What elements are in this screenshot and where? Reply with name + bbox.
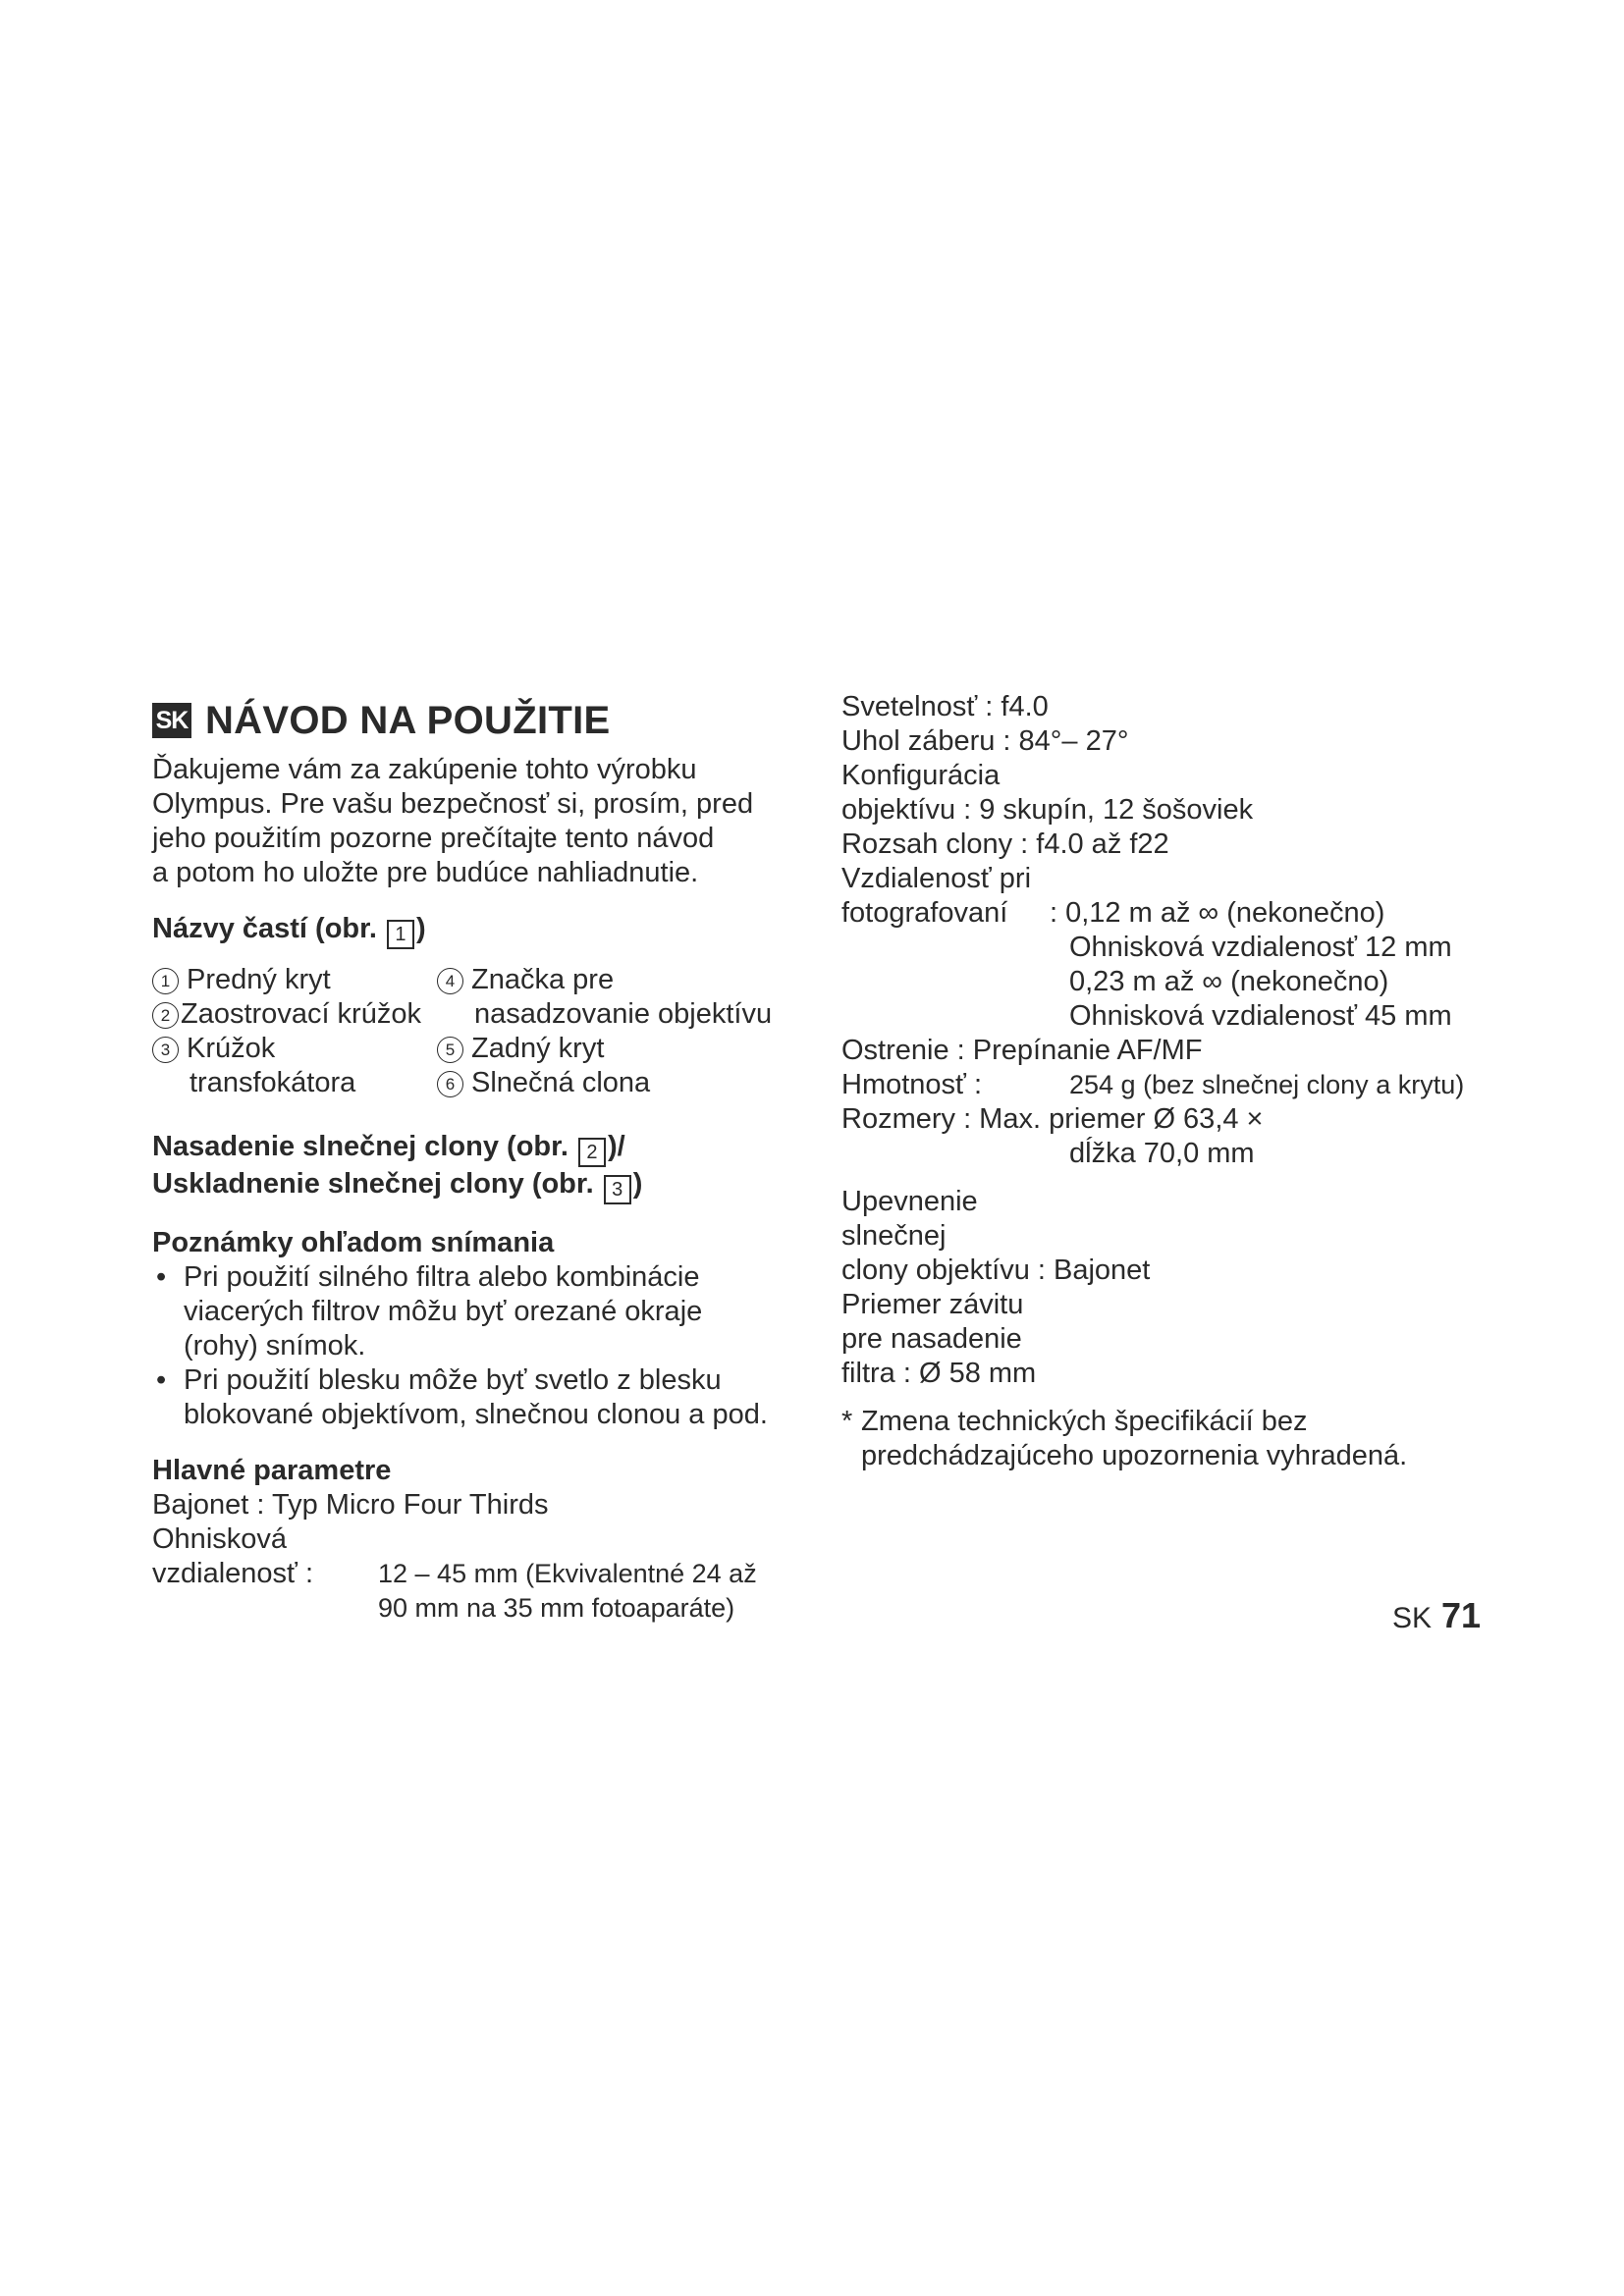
spec-filter: filtra : Ø 58 mm <box>841 1358 1037 1389</box>
part-label: Značka pre <box>471 964 615 995</box>
spec-focal-label-2: vzdialenosť : <box>152 1558 314 1589</box>
part-label: Predný kryt <box>187 964 331 995</box>
page-title: NÁVOD NA POUŽITIE <box>205 698 611 742</box>
spec-size: Rozmery : Max. priemer Ø 63,4 × <box>841 1103 1264 1135</box>
spec-hood-mount: Upevnenie <box>841 1186 978 1217</box>
spec-distance-value: : 0,12 m až ∞ (nekonečno) <box>1050 897 1385 929</box>
spec-config-value: objektívu : 9 skupín, 12 šošoviek <box>841 794 1254 826</box>
page-number-value: 71 <box>1441 1595 1482 1635</box>
spec-focus: Ostrenie : Prepínanie AF/MF <box>841 1035 1203 1066</box>
hood-store-heading <box>152 1167 800 1204</box>
note-bullet <box>152 1363 800 1432</box>
part-number: 5 <box>437 1037 463 1063</box>
spec-distance-value: 0,23 m až ∞ (nekonečno) <box>1069 966 1389 997</box>
note-line: blokované objektívom, slnečnou clonou a pod. <box>184 1399 768 1430</box>
part-number: 4 <box>437 968 463 994</box>
part-item <box>152 997 437 1032</box>
right-column <box>841 690 1489 1473</box>
spec-distance-value: Ohnisková vzdialenosť 12 mm <box>1069 932 1452 963</box>
parts-list <box>152 963 800 1100</box>
intro-line: a potom ho uložte pre budúce nahliadnutie. <box>152 857 699 888</box>
intro-line: Ďakujeme vám za zakúpenie tohto výrobku <box>152 754 697 785</box>
spec-aperture: Svetelnosť : f4.0 <box>841 691 1049 722</box>
part-number: 6 <box>437 1071 463 1097</box>
part-item-continuation <box>152 1066 437 1100</box>
part-label: Zaostrovací krúžok <box>181 998 421 1030</box>
spec-distance-label: Vzdialenosť pri <box>841 863 1032 894</box>
spec-hood-mount: clony objektívu : Bajonet <box>841 1255 1151 1286</box>
spec-filter: pre nasadenie <box>841 1323 1022 1355</box>
notes-heading: Poznámky ohľadom snímania <box>152 1227 555 1258</box>
part-number: 1 <box>152 968 179 994</box>
page-number <box>1392 1595 1481 1636</box>
part-label: Krúžok <box>187 1033 276 1064</box>
spec-angle: Uhol záberu : 84°– 27° <box>841 725 1129 757</box>
page-lang: SK <box>1392 1602 1433 1634</box>
spec-focal-label: Ohnisková <box>152 1523 288 1555</box>
spec-size-value: dĺžka 70,0 mm <box>1069 1138 1255 1169</box>
parts-heading-text: Názvy častí (obr. <box>152 913 377 944</box>
part-label: Slnečná clona <box>471 1067 651 1098</box>
footnote-mark: * <box>841 1406 853 1437</box>
part-item <box>437 1066 790 1100</box>
spec-distance <box>841 896 1489 931</box>
footnote <box>841 1405 1489 1473</box>
parts-heading <box>152 912 800 949</box>
part-number: 2 <box>152 1002 179 1029</box>
hood-attach-heading <box>152 1130 800 1167</box>
note-line: Pri použití silného filtra alebo kombinácie <box>184 1261 700 1293</box>
part-label: Zadný kryt <box>471 1033 605 1064</box>
spec-distance-label-2: fotografovaní <box>841 897 1008 929</box>
note-line: viacerých filtrov môžu byť orezané okraje <box>184 1296 703 1327</box>
language-badge: SK <box>152 703 191 738</box>
spec-focal-value: 12 – 45 mm (Ekvivalentné 24 až <box>378 1559 757 1588</box>
left-column <box>152 690 800 1626</box>
part-number: 3 <box>152 1037 179 1063</box>
figure-ref: 3 <box>604 1175 631 1204</box>
spec-filter: Priemer závitu <box>841 1289 1024 1320</box>
part-label: nasadzovanie objektívu <box>474 998 773 1030</box>
part-item-continuation <box>437 997 790 1032</box>
part-item <box>437 1032 790 1066</box>
footnote-line: Zmena technických špecifikácií bez <box>861 1406 1308 1437</box>
hood-store-close: ) <box>632 1168 643 1200</box>
spec-distance-value: Ohnisková vzdialenosť 45 mm <box>1069 1000 1452 1032</box>
figure-ref: 2 <box>578 1138 606 1167</box>
spec-mount: Bajonet : Typ Micro Four Thirds <box>152 1489 549 1521</box>
note-bullet <box>152 1260 800 1363</box>
title-row <box>152 690 800 751</box>
footnote-line: predchádzajúceho upozornenia vyhradená. <box>861 1440 1408 1471</box>
intro-paragraph <box>152 753 800 890</box>
part-item <box>152 963 437 997</box>
spec-weight <box>841 1068 1489 1102</box>
bullet-mark: • <box>156 1364 167 1396</box>
specs-heading: Hlavné parametre <box>152 1455 392 1486</box>
spec-config: Konfigurácia <box>841 760 1001 791</box>
parts-heading-close: ) <box>415 913 426 944</box>
spec-focal <box>152 1557 800 1591</box>
part-label: transfokátora <box>189 1067 356 1098</box>
figure-ref: 1 <box>387 920 414 949</box>
hood-attach-text: Nasadenie slnečnej clony (obr. <box>152 1131 568 1162</box>
hood-store-text: Uskladnenie slnečnej clony (obr. <box>152 1168 594 1200</box>
spec-hood-mount: slnečnej <box>841 1220 947 1252</box>
spec-range: Rozsah clony : f4.0 až f22 <box>841 828 1169 860</box>
part-item <box>437 963 790 997</box>
note-line: Pri použití blesku môže byť svetlo z blesku <box>184 1364 722 1396</box>
intro-line: jeho použitím pozorne prečítajte tento návod <box>152 823 715 854</box>
part-item <box>152 1032 437 1066</box>
intro-line: Olympus. Pre vašu bezpečnosť si, prosím, pred <box>152 788 754 820</box>
spec-weight-value: 254 g (bez slnečnej clony a krytu) <box>1069 1070 1465 1099</box>
hood-attach-close: )/ <box>607 1131 625 1162</box>
spec-focal-value-2: 90 mm na 35 mm fotoaparáte) <box>378 1593 735 1623</box>
note-line: (rohy) snímok. <box>184 1330 366 1362</box>
bullet-mark: • <box>156 1261 167 1293</box>
spec-weight-label: Hmotnosť : <box>841 1069 983 1100</box>
